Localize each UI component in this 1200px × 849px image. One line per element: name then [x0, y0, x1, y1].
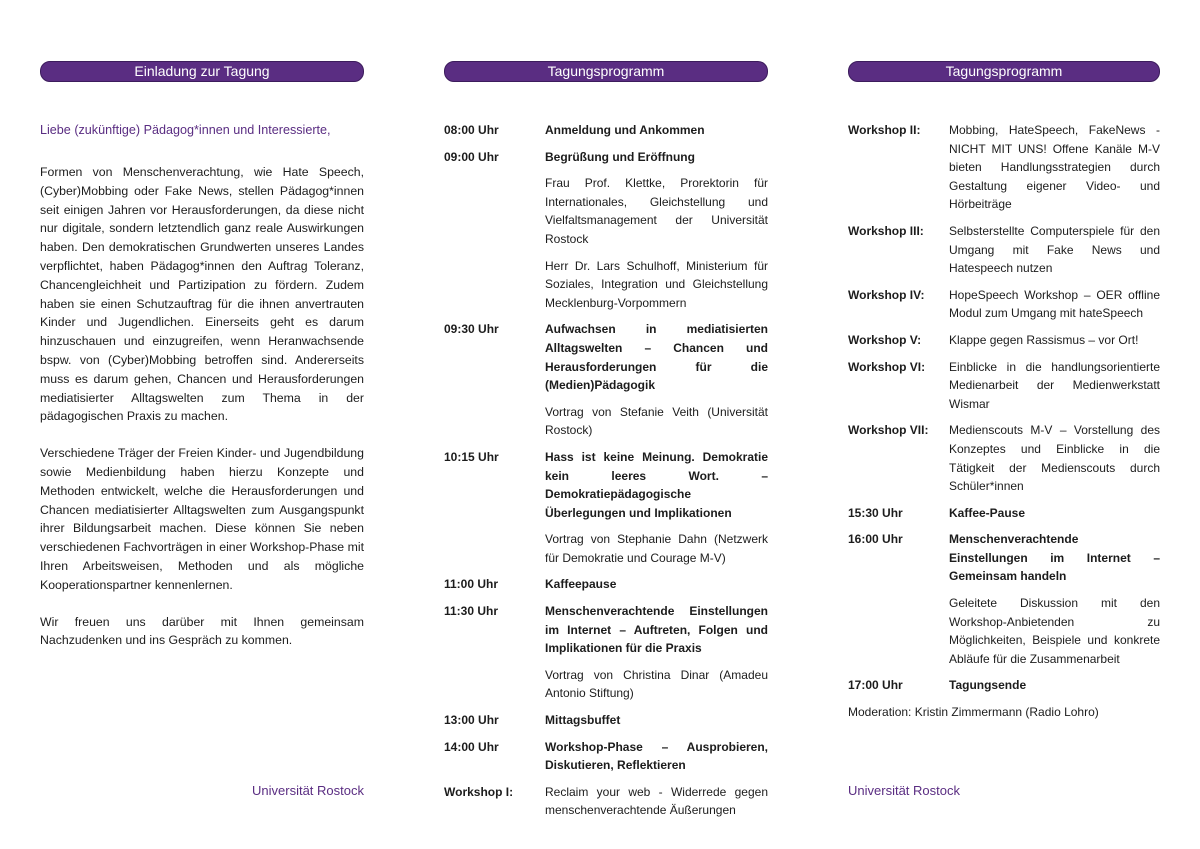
workshop-title: Mobbing, HateSpeech, FakeNews - NICHT MIT UNS! Offene Kanäle M-V bieten Handlungsstrategien durch Gestaltung eigener Video- und Hörbeiträge	[949, 123, 1160, 212]
schedule	[444, 121, 768, 828]
workshop-row	[848, 222, 1160, 278]
paragraph: Wir freuen uns darüber mit Ihnen gemeinsam Nachzudenken und ins Gespräch zu kommen.	[40, 614, 364, 648]
session-title: Kaffee-Pause	[949, 505, 1026, 520]
session-title: Kaffeepause	[545, 577, 617, 592]
workshop-row	[848, 121, 1160, 214]
session-title: Mittagsbuffet	[545, 713, 621, 728]
workshop-title: HopeSpeech Workshop – OER offline Modul zum Umgang mit hateSpeech	[949, 287, 1160, 321]
time-label: 16:00 Uhr	[848, 532, 903, 547]
time-label: 11:30 Uhr	[444, 604, 499, 619]
session-detail: Vortrag von Stefanie Veith (Universität Rostock)	[545, 404, 768, 438]
session-title: Begrüßung und Eröffnung	[545, 149, 695, 164]
time-label: 11:00 Uhr	[444, 577, 499, 592]
time-label: 15:30 Uhr	[848, 505, 903, 520]
moderation-note: Moderation: Kristin Zimmermann (Radio Lohro)	[848, 705, 1099, 720]
schedule-row	[848, 676, 1160, 695]
workshop-label: Workshop V:	[848, 332, 922, 347]
session-title: Anmeldung und Ankommen	[545, 123, 705, 137]
schedule-row	[444, 148, 768, 167]
workshop-label: Workshop VII:	[848, 423, 929, 438]
program-column-2	[848, 0, 1160, 849]
time-label: 08:00 Uhr	[444, 123, 499, 137]
schedule-row	[444, 320, 768, 394]
workshop-row	[848, 331, 1160, 350]
schedule-row	[444, 575, 768, 594]
program-column-1	[444, 0, 768, 849]
workshop-label: Workshop III:	[848, 223, 924, 238]
invitation-column	[40, 0, 364, 849]
section-header: Tagungsprogramm	[848, 61, 1160, 82]
workshop-title: Medienscouts M-V – Vorstellung des Konzeptes und Einblicke in die Tätigkeit der Medienscouts durch Schüler*innen	[949, 423, 1160, 494]
workshop-label: Workshop IV:	[848, 287, 925, 302]
paragraph: Verschiedene Träger der Freien Kinder- und Jugendbildung sowie Medienbildung haben hierzu Konzepte und Methoden entwickelt, welche die Herausforderungen und Chancen mediatisierter Alltagswelten zum Ausgangspunkt ihrer Bildungsarbeit machen. Diese können Sie neben verschiedenen Fachvorträgen in einer Workshop-Phase mit Ihren Arbeitsweisen, Methoden und als mögliche Kooperationspartner kennenlernen.	[40, 446, 364, 592]
workshop-row	[848, 421, 1160, 495]
session-detail: Herr Dr. Lars Schulhoff, Ministerium für Soziales, Integration und Gleichstellung Mecklenburg-Vorpommern	[545, 258, 768, 310]
session-title: Menschenverachtende Einstellungen im Internet – Auftreten, Folgen und Implikationen für die Praxis	[545, 604, 768, 656]
session-title: Menschenverachtende Einstellungen im Internet – Gemeinsam handeln	[949, 532, 1160, 584]
university-footer: Universität Rostock	[848, 783, 960, 798]
time-label: 10:15 Uhr	[444, 449, 499, 464]
session-detail: Vortrag von Stephanie Dahn (Netzwerk für Demokratie und Courage M-V)	[545, 532, 768, 565]
schedule-row	[848, 530, 1160, 586]
workshop-row	[848, 358, 1160, 414]
time-label: 17:00 Uhr	[848, 678, 903, 693]
workshop-label: Workshop II:	[848, 123, 921, 137]
schedule-row	[444, 121, 768, 140]
time-label: 13:00 Uhr	[444, 713, 499, 728]
university-footer: Universität Rostock	[252, 783, 364, 798]
section-header: Tagungsprogramm	[444, 61, 768, 82]
session-detail: Frau Prof. Klettke, Prorektorin für Internationales, Gleichstellung und Vielfaltsmanagement der Universität Rostock	[545, 176, 768, 246]
time-label: 09:00 Uhr	[444, 149, 499, 164]
schedule-row	[444, 602, 768, 658]
workshop-label: Workshop VI:	[848, 359, 926, 374]
workshop-title: Klappe gegen Rassismus – vor Ort!	[949, 332, 1139, 347]
session-detail: Geleitete Diskussion mit den Workshop-Anbietenden zu Möglichkeiten, Beispiele und konkrete Abläufe für die Zusammenarbeit	[949, 596, 1160, 666]
paragraph: Formen von Menschenverachtung, wie Hate Speech, (Cyber)Mobbing oder Fake News, stellen Pädagog*innen seit einigen Jahren vor Herausforderungen, da diese nicht nur digitale, sondern letztendlich ganz reale Auswirkungen haben. Den demokratischen Grundwerten unseres Landes verpflichtet, haben Pädagog*innen den Auftrag Toleranz, Chancengleichheit und Partizipation zu fördern. Zudem haben sie einen Schutzauftrag für die ihnen anvertrauten Kinder und Jugendlichen. Einerseits geht es darum hinzuschauen und einzugreifen, wenn Heranwachsende bspw. von (Cyber)Mobbing betroffen sind. Andererseits muss es darum gehen, Chancen und Herausforderungen mediatisierter Alltagswelten zum Thema in der pädagogischen Praxis zu machen.	[40, 165, 364, 424]
section-header: Einladung zur Tagung	[40, 61, 364, 82]
time-label: 09:30 Uhr	[444, 322, 499, 337]
workshop-row	[444, 783, 768, 820]
time-label: 14:00 Uhr	[444, 739, 499, 754]
session-title: Aufwachsen in mediatisierten Alltagswelten – Chancen und Herausforderungen für die (Medien)Pädagogik	[545, 322, 768, 393]
schedule	[848, 121, 1160, 722]
workshop-label: Workshop I:	[444, 784, 514, 799]
session-title: Tagungsende	[949, 678, 1027, 693]
schedule-row	[444, 711, 768, 730]
session-detail: Vortrag von Christina Dinar (Amadeu Antonio Stiftung)	[545, 667, 768, 701]
schedule-row	[848, 504, 1160, 523]
workshop-title: Reclaim your web - Widerrede gegen menschenverachtende Äußerungen	[545, 784, 768, 818]
schedule-row	[444, 738, 768, 775]
schedule-row	[444, 448, 768, 522]
workshop-row	[848, 286, 1160, 323]
greeting: Liebe (zukünftige) Pädagog*innen und Interessierte,	[40, 123, 331, 137]
session-title: Hass ist keine Meinung. Demokratie kein leeres Wort. – Demokratiepädagogische Überlegungen und Implikationen	[545, 449, 768, 520]
invitation-text	[40, 163, 364, 668]
workshop-title: Selbsterstellte Computerspiele für den Umgang mit Fake News und Hatespeech nutzen	[949, 223, 1160, 276]
workshop-title: Einblicke in die handlungsorientierte Medienarbeit der Medienwerkstatt Wismar	[949, 359, 1160, 411]
session-title: Workshop-Phase – Ausprobieren, Diskutieren, Reflektieren	[545, 739, 768, 773]
